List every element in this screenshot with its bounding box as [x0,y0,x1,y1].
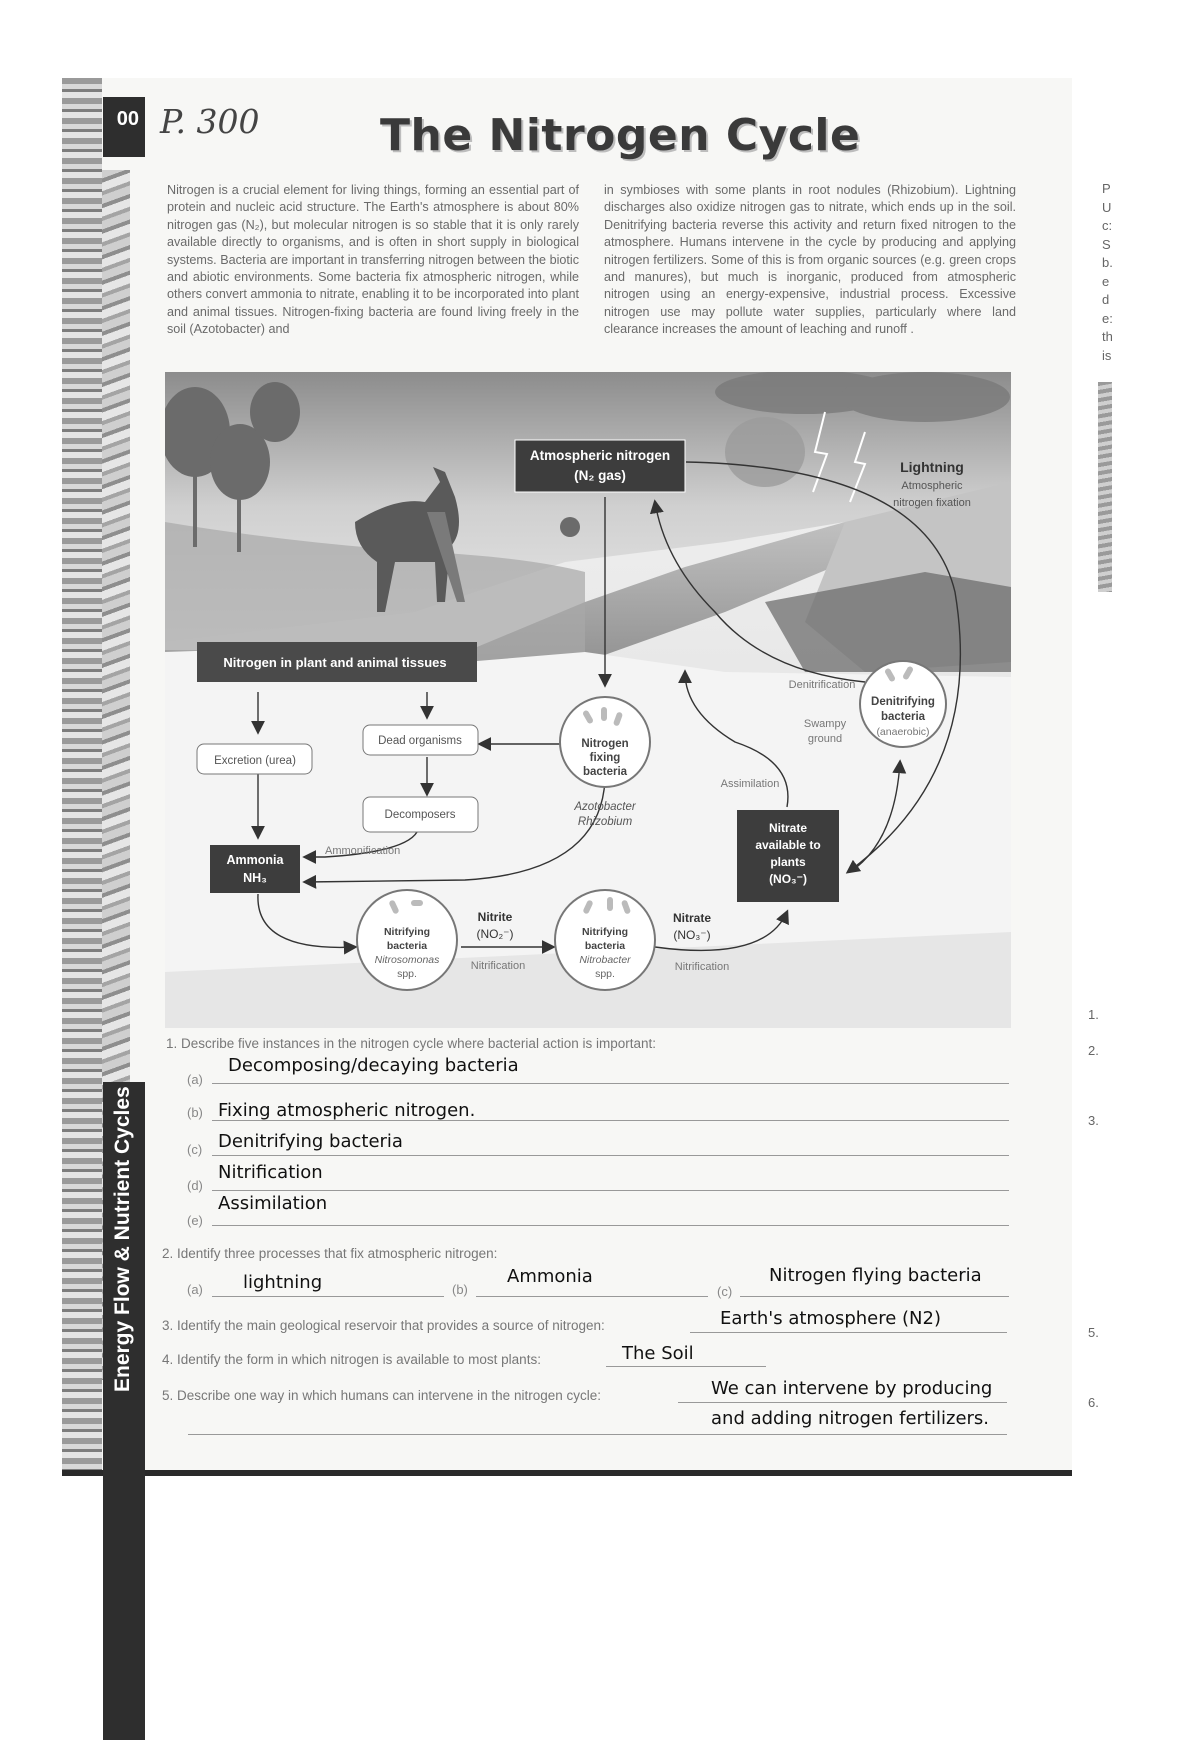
nitrate-available-line1: Nitrate [768,821,808,835]
edge-letter: c: [1102,218,1113,233]
nitrifying1-line3: Nitrosomonas [374,954,440,966]
q1-line-a [212,1083,1009,1084]
edge-letter: P [1102,181,1111,196]
edge-number: 6. [1088,1395,1099,1410]
q1-line-c [212,1155,1009,1156]
denitrifying-line2: bacteria [880,711,926,723]
rhizobium-label: Rhizobium [577,816,633,828]
q1-label-a: (a) [187,1072,203,1087]
edge-number: 2. [1088,1043,1099,1058]
q1-answer-d[interactable]: Nitrification [218,1162,323,1183]
q2-label-a: (a) [187,1282,203,1297]
nitrate-formula: (NO₃⁻) [673,928,711,942]
denitrification-label: Denitrification [788,679,856,691]
nitrogen-cycle-diagram [165,372,1011,1028]
q1-answer-b[interactable]: Fixing atmospheric nitrogen. [218,1100,476,1121]
lightning-sub1: Atmospheric [901,480,963,492]
page-number-box: 00 [103,97,145,157]
atmospheric-nitrogen-formula: (N₂ gas) [574,468,626,483]
q2-answer-a[interactable]: lightning [243,1272,323,1293]
q2-label-c: (c) [717,1284,733,1299]
nitrite-formula: (NO₂⁻) [476,927,514,941]
nitrate-available-line3: plants [770,855,806,869]
q1-answer-c[interactable]: Denitrifying bacteria [218,1131,403,1152]
q2-label-b: (b) [452,1282,468,1297]
assimilation-label: Assimilation [720,778,780,790]
nitrifying2-line1: Nitrifying [581,926,629,938]
edge-letter: S [1102,236,1111,252]
decomposers-label: Decomposers [384,809,456,821]
intro-paragraph-right: in symbioses with some plants in root nodules (Rhizobium). Lightning discharges also oxidize nitrogen gas to nitrate, which ends up in the soil. Denitrifying bacteria reverse this activity and return fixed nitrogen to the atmosphere. Humans intervene in the cycle by producing and applying nitrogen fertilizers. Some of this is from organic sources (e.g. green crops and manures), but much is inorganic, produced from atmospheric nitrogen using an energy-expensive, industrial process. Excessive nitrogen use may pollute water supplies, particularly where land clearance increases the amount of leaching and runoff . [604,183,1016,337]
edge-letter: th [1102,329,1113,344]
q5-answer-line1[interactable]: We can intervene by producing [711,1378,993,1399]
nitrogen-fixing-line3: bacteria [582,766,628,778]
swampy-line2: ground [807,733,843,745]
lightning-title: Lightning [900,459,964,475]
q5-answer-line2[interactable]: and adding nitrogen fertilizers. [711,1408,990,1429]
q1-label-c: (c) [187,1142,203,1157]
edge-letter: b. [1102,255,1113,270]
q2-line-b [476,1296,708,1297]
q4-line [606,1366,766,1367]
ammonia-label: Ammonia [226,853,284,867]
q2-answer-c[interactable]: Nitrogen flying bacteria [769,1265,982,1286]
nitrifying2-line3: Nitrobacter [579,954,631,966]
nitrifying1-line1: Nitrifying [383,926,431,938]
tissues-label: Nitrogen in plant and animal tissues [223,655,447,670]
edge-number: 3. [1088,1113,1099,1128]
handwritten-page-note: P. 300 [160,102,260,141]
q5-line-1 [678,1402,1007,1403]
q1-answer-e[interactable]: Assimilation [218,1193,328,1214]
q1-answer-a[interactable]: Decomposing/decaying bacteria [228,1055,519,1076]
swampy-line1: Swampy [803,718,847,730]
nitrate-label: Nitrate [672,911,712,925]
nitrifying1-line4: spp. [397,968,417,980]
q1-label-b: (b) [187,1105,203,1120]
intro-paragraph-left: Nitrogen is a crucial element for living things, forming an essential part of protein and nucleic acid structure. The Earth's atmosphere is about 80% nitrogen gas (N₂), but molecular nitrogen is so stable that it is only rarely available directly to organisms, and is often in short supply in biological systems. Bacteria are important in transferring nitrogen between the biotic and abiotic environments. Some bacteria fix atmospheric nitrogen, while others convert ammonia to nitrate, enabling it to be incorporated into plant and animal tissues. Nitrogen-fixing bacteria are found living freely in the soil (Azotobacter) and [167,183,579,337]
question-2: 2. Identify three processes that fix atmospheric nitrogen: [162,1246,498,1261]
q1-label-e: (e) [187,1213,203,1228]
q5-line-2 [188,1434,1007,1435]
nitrifying2-line4: spp. [595,968,615,980]
q1-line-e [212,1225,1009,1226]
nitrification-label-2: Nitrification [674,961,730,973]
question-1: 1. Describe five instances in the nitrogen cycle where bacterial action is important: [166,1036,656,1051]
nitrifying2-line2: bacteria [584,940,626,952]
nitrogen-fixing-line2: fixing [589,752,621,764]
edge-number: 1. [1088,1007,1099,1022]
edge-letter: U [1102,199,1112,215]
binder-edge [62,78,102,1470]
nitrification-label-1: Nitrification [470,960,526,972]
q1-line-d [212,1190,1009,1191]
lightning-sub2: nitrogen fixation [893,497,971,509]
ammonification-label: Ammonification [325,845,401,857]
q3-answer[interactable]: Earth's atmosphere (N2) [720,1308,942,1329]
q4-answer[interactable]: The Soil [622,1343,694,1364]
edge-letter: d [1102,292,1110,307]
denitrifying-line3: (anaerobic) [876,726,930,738]
section-sidebar-label: Energy Flow & Nutrient Cycles [111,1086,134,1392]
edge-number: 5. [1088,1325,1099,1340]
nitrate-available-line2: available to [755,838,821,852]
question-5: 5. Describe one way in which humans can intervene in the nitrogen cycle: [162,1388,601,1403]
q1-line-b [212,1120,1009,1121]
q2-answer-b[interactable]: Ammonia [507,1266,593,1287]
nitrite-label: Nitrite [477,910,513,924]
denitrifying-line1: Denitrifying [871,696,935,708]
edge-letter: e: [1102,310,1113,326]
nitrate-available-line4: (NO₃⁻) [769,872,807,886]
q1-label-d: (d) [187,1178,203,1193]
ammonia-formula: NH₃ [243,871,267,885]
q3-line [690,1332,1007,1333]
q2-line-c [740,1296,1009,1297]
excretion-label: Excretion (urea) [214,755,296,767]
next-page-edge-letters [1102,180,1122,365]
edge-letter: is [1102,347,1112,363]
q2-line-a [212,1296,444,1297]
nitrifying1-line2: bacteria [386,940,428,952]
section-sidebar [103,1385,145,1740]
edge-letter: e [1102,273,1110,289]
question-4: 4. Identify the form in which nitrogen is available to most plants: [162,1352,541,1367]
next-page-edge-strip [1098,382,1112,592]
page-title: The Nitrogen Cycle [380,110,861,161]
question-3: 3. Identify the main geological reservoir that provides a source of nitrogen: [162,1318,605,1333]
nitrogen-fixing-line1: Nitrogen [581,738,629,750]
atmospheric-nitrogen-label: Atmospheric nitrogen [529,448,671,463]
dead-organisms-label: Dead organisms [378,735,462,747]
azotobacter-label: Azotobacter [574,801,636,813]
